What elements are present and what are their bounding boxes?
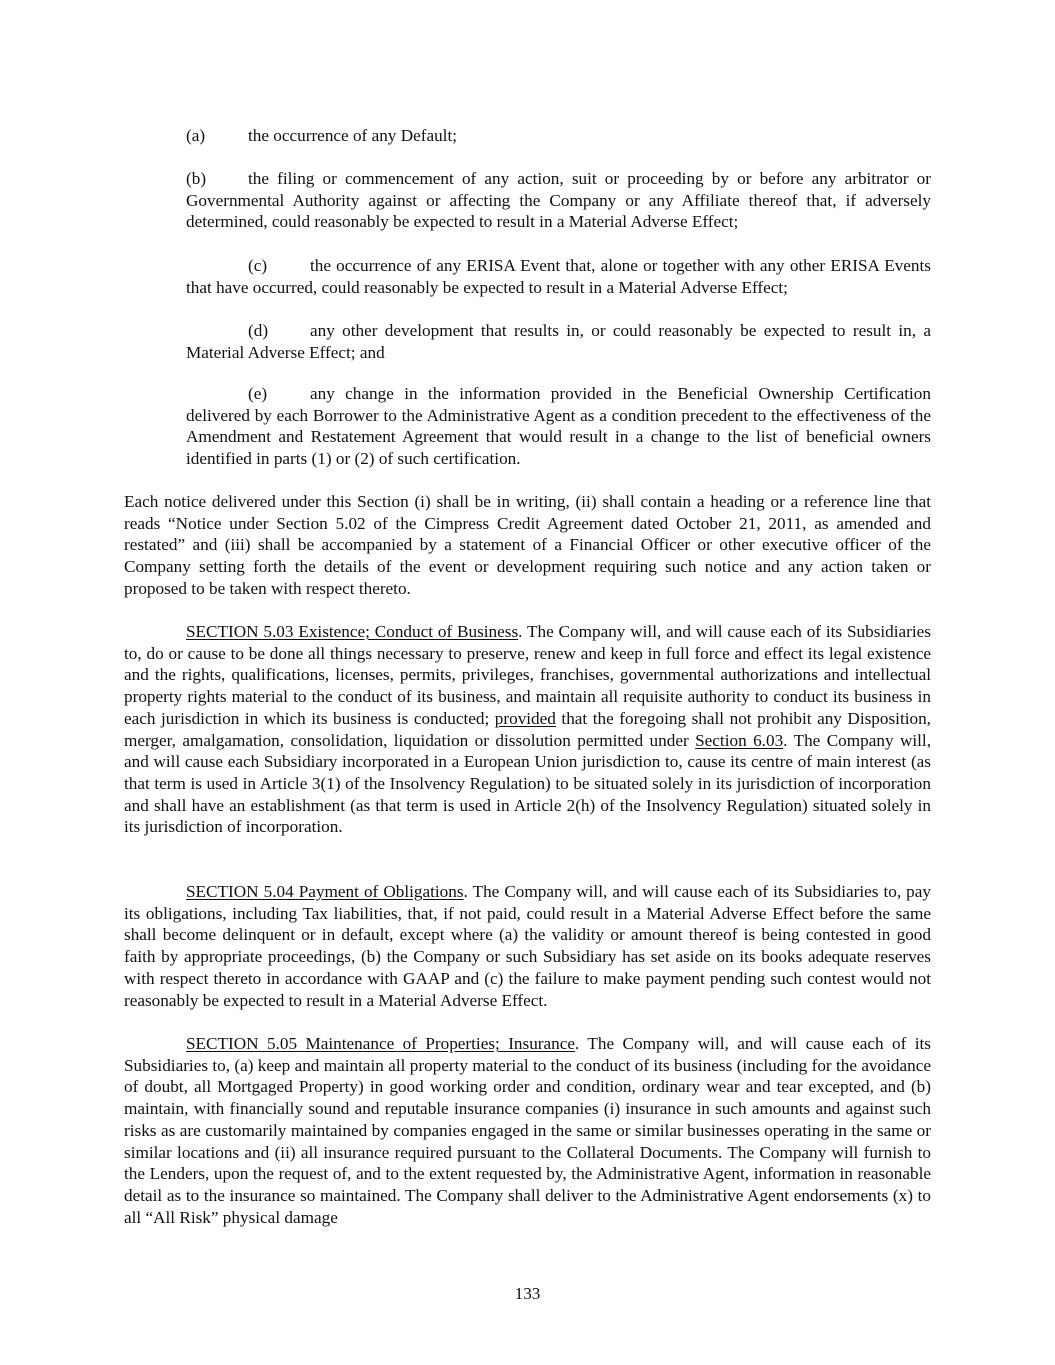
list-text: the occurrence of any Default; [248,126,458,145]
list-item-d [124,320,931,363]
section-5-05-text: . The Company will, and will cause each of its Subsidiaries to, (a) keep and maintain all property material to the conduct of its business (including for the avoidance of doubt, all Mortgaged Property) in good working order and condition, ordinary wear and tear excepted, and (b) maintain, with financially sound and reputable insurance companies (i) insurance in such amounts and against such risks as are customarily maintained by companies engaged in the same or similar businesses operating in the same or similar locations and (ii) all insurance required pursuant to the Collateral Documents. The Company will furnish to the Lenders, upon the request of, and to the extent requested by, the Administrative Agent, information in reasonable detail as to the insurance so maintained. The Company shall deliver to the Administrative Agent endorsements (x) to all “All Risk” physical damage [124,1034,931,1227]
list-item-a [124,125,993,147]
list-text: the occurrence of any ERISA Event that, alone or together with any other ERISA Events that have occurred, could reasonably be expected to result in a Material Adverse Effect; [186,256,931,297]
list-item-b-body [124,168,931,233]
section-5-05-heading: SECTION 5.05 Maintenance of Properties; Insurance [186,1034,576,1053]
list-item-c-body [186,255,931,298]
section-5-04 [124,881,931,1011]
list-label: (a) [186,126,206,145]
list-label: (e) [248,384,268,403]
list-label: (d) [248,321,269,340]
list-item-e [124,383,931,470]
section-6-03-reference: Section 6.03 [695,730,784,750]
section-5-03 [124,621,931,838]
page-number: 133 [514,1284,541,1303]
provided-term: provided [494,708,556,728]
list-item-d-body [186,320,931,363]
list-item-b [124,168,931,233]
section-5-03-text-3: . The Company will, and will cause each Subsidiary incorporated in a European Union jurisdiction to, cause its centre of main interest (as that term is used in Article 3(1) of the Insolvency Regulation) to be situated solely in its jurisdiction of incorporation and shall have an establishment (as that term is used in Article 2(h) of the Insolvency Regulation) situated solely in its jurisdiction of incorporation. [124,730,932,837]
list-text: the filing or commencement of any action, suit or proceeding by or before any arbitrator or Governmental Authority against or affecting the Company or any Affiliate thereof that, if adversely determined, could reasonably be expected to result in a Material Adverse Effect; [186,169,931,232]
section-5-03-heading: SECTION 5.03 Existence; Conduct of Business [186,622,519,641]
section-5-03-text-2: that the foregoing shall not prohibit any Disposition, merger, amalgamation, consolidation, liquidation or dissolution permitted under [124,708,931,750]
section-5-04-text: . The Company will, and will cause each of its Subsidiaries to, pay its obligations, including Tax liabilities, that, if not paid, could result in a Material Adverse Effect before the same shall become delinquent or in default, except where (a) the validity or amount thereof is being contested in good faith by appropriate proceedings, (b) the Company or such Subsidiary has set aside on its books adequate reserves with respect thereto in accordance with GAAP and (c) the failure to make payment pending such contest would not reasonably be expected to result in a Material Adverse Effect. [124,882,931,1010]
notice-paragraph [124,491,931,600]
section-5-04-body [124,881,931,1011]
section-5-05-body [124,1033,931,1228]
list-text: any change in the information provided in the Beneficial Ownership Certification delivered by each Borrower to the Administrative Agent as a condition precedent to the effectiveness of the Amendment and Restatement Agreement that would result in a change to the list of beneficial owners identified in parts (1) or (2) of such certification. [186,384,931,469]
section-5-05 [124,1033,931,1228]
notice-text: Each notice delivered under this Section (i) shall be in writing, (ii) shall contain a heading or a reference line that reads “Notice under Section 5.02 of the Cimpress Credit Agreement dated October 21, 2011, as amended and restated” and (iii) shall be accompanied by a statement of a Financial Officer or other executive officer of the Company setting forth the details of the event or development requiring such notice and any action taken or proposed to be taken with respect thereto. [124,492,931,598]
list-label: (b) [186,169,207,188]
list-text: any other development that results in, or could reasonably be expected to result in, a Material Adverse Effect; and [186,321,931,362]
section-5-03-text-1: . The Company will, and will cause each of its Subsidiaries to, do or cause to be done all things necessary to preserve, renew and keep in full force and effect its legal existence and the rights, qualifications, licenses, permits, privileges, franchises, governmental authorizations and intellectual property rights material to the conduct of its business, and maintain all requisite authority to conduct its business in each jurisdiction in which its business is conducted; [124,622,931,728]
list-label: (c) [248,256,268,275]
list-item-e-body [186,383,931,470]
list-item-c [124,255,931,298]
section-5-04-heading: SECTION 5.04 Payment of Obligations [186,882,464,901]
section-5-03-body [124,621,931,838]
